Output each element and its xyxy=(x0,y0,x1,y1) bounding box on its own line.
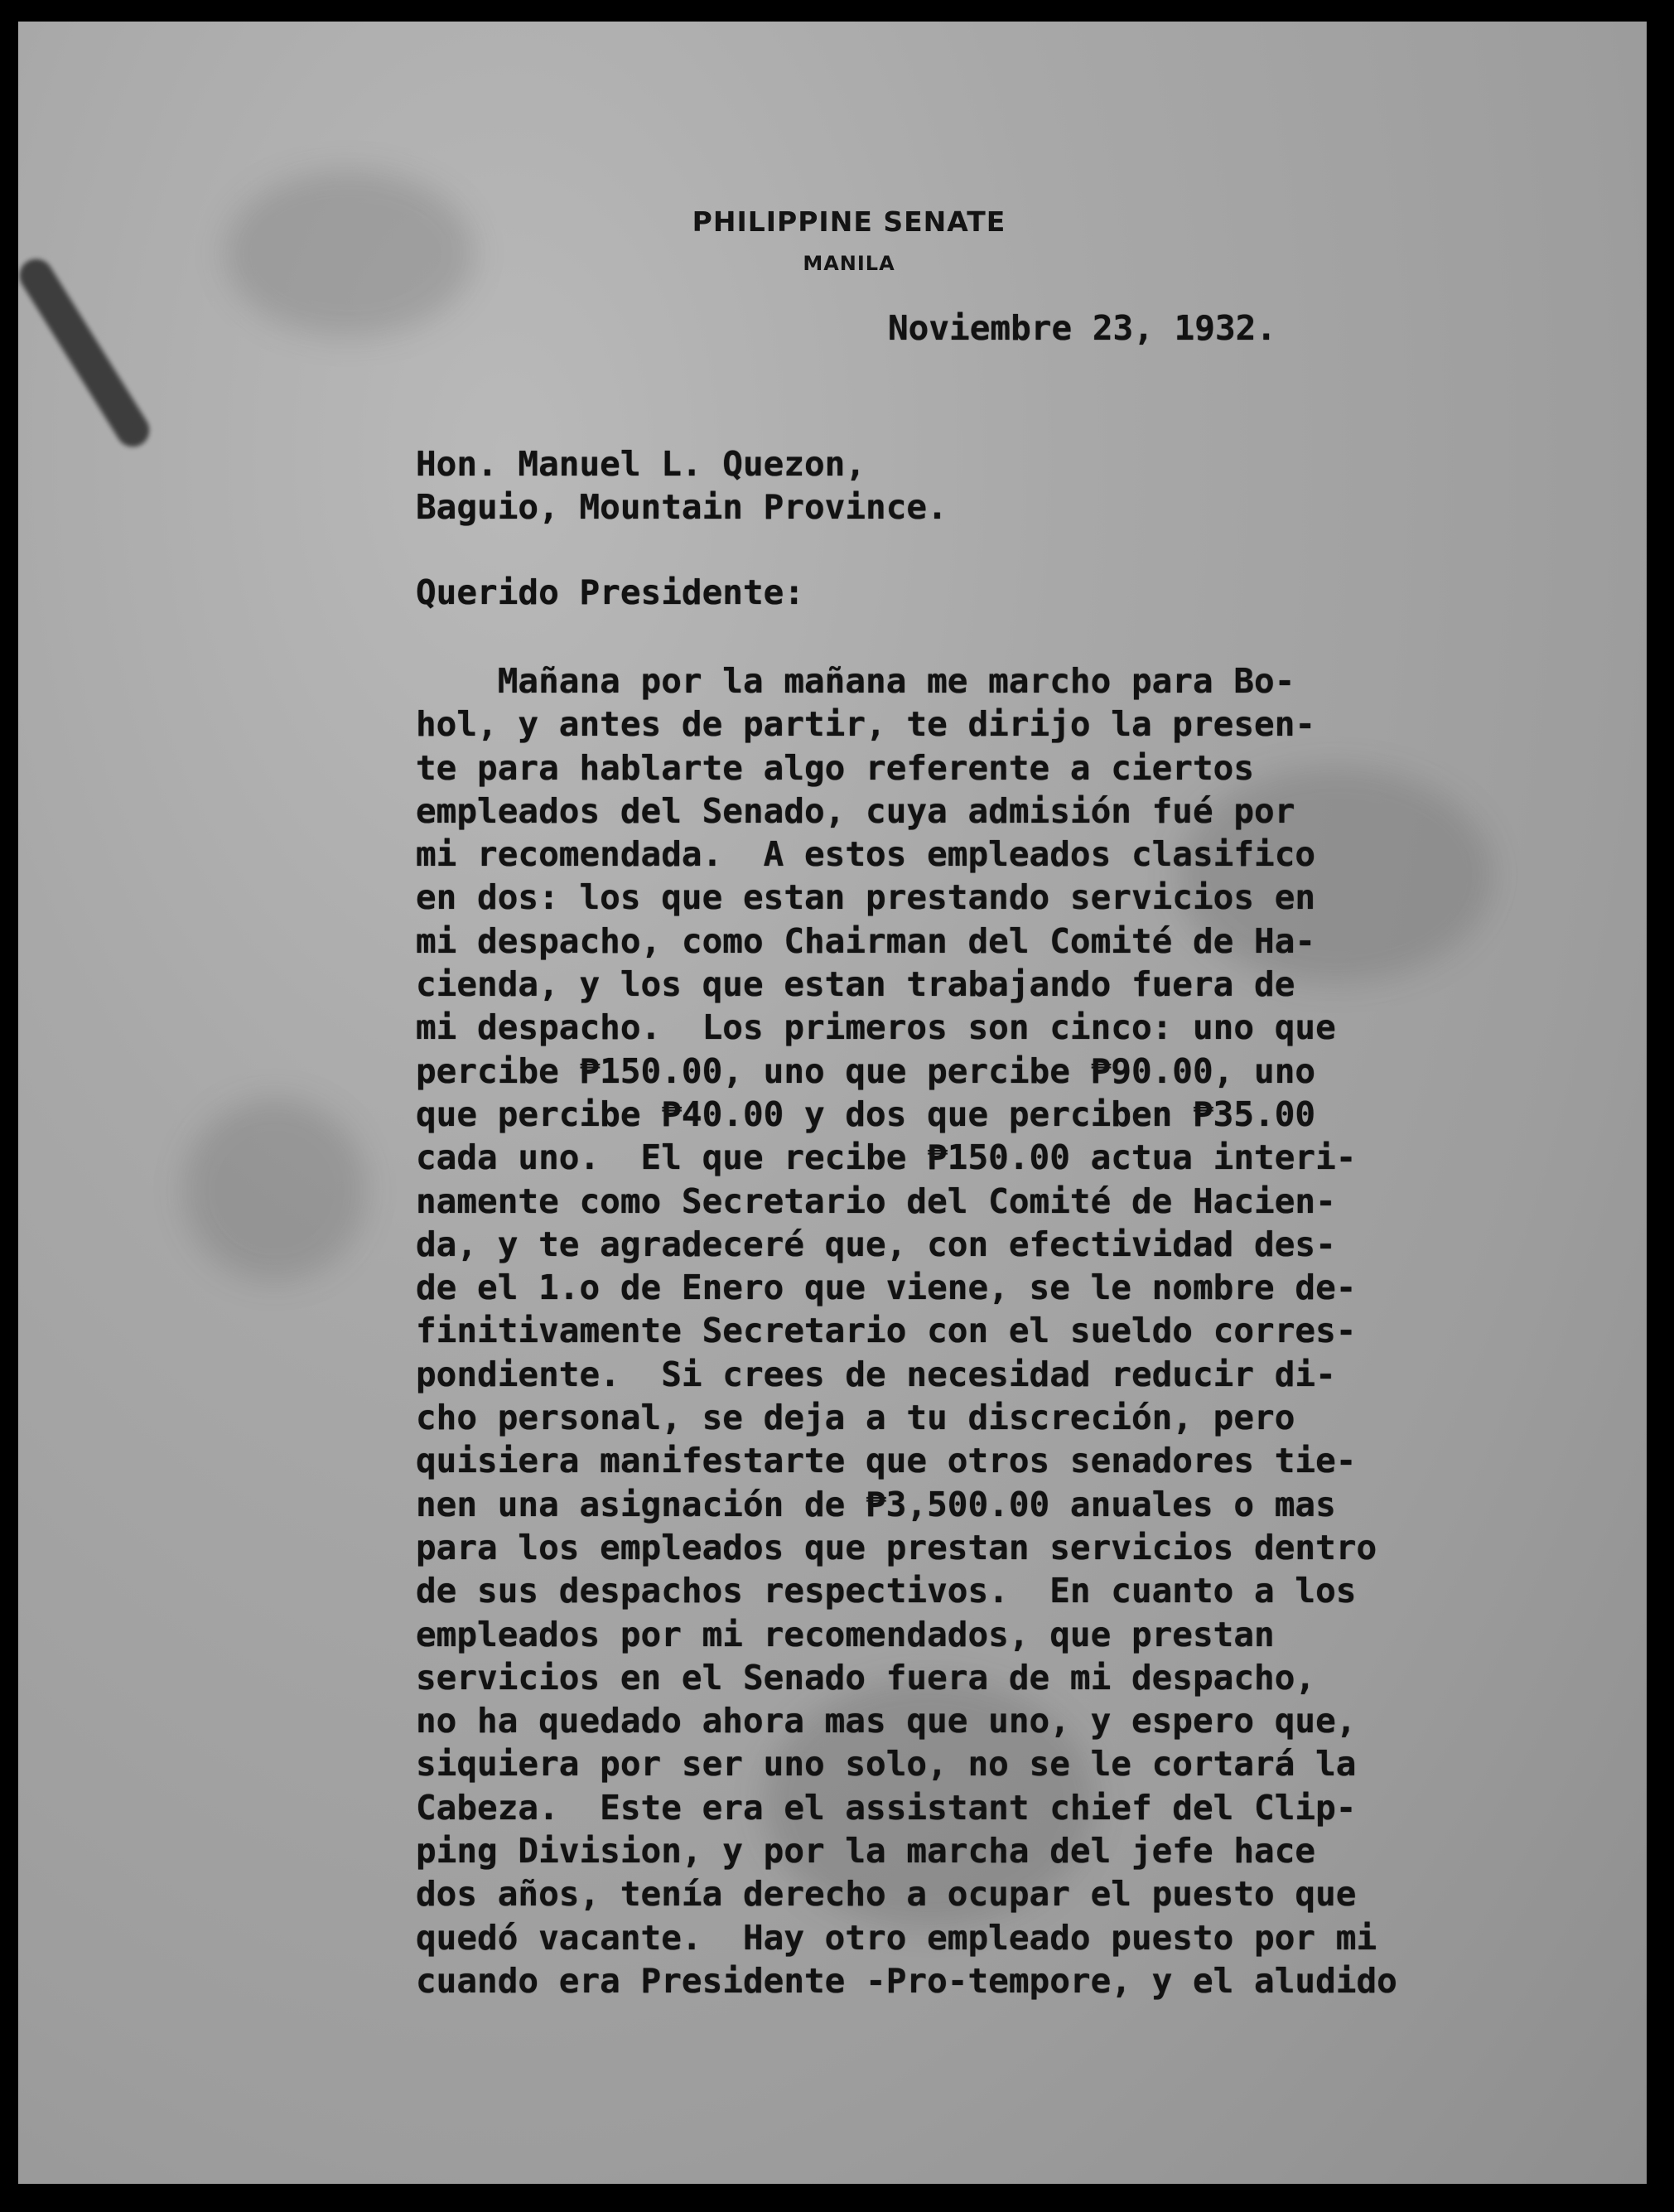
body-line: cienda, y los que estan trabajando fuera de xyxy=(416,964,1295,1005)
body-line: Cabeza. Este era el assistant chief del Clip- xyxy=(416,1787,1357,1828)
paperclip-mark xyxy=(18,253,156,453)
letterhead-city: MANILA xyxy=(803,252,895,275)
body-line: da, y te agradeceré que, con efectividad des- xyxy=(416,1224,1336,1264)
body-line: no ha quedado ahora mas que uno, y espero que, xyxy=(416,1701,1357,1741)
body-line: nen una asignación de ₱3,500.00 anuales o mas xyxy=(416,1484,1336,1524)
body-line: en dos: los que estan prestando servicios en xyxy=(416,877,1316,918)
body-line: mi despacho, como Chairman del Comité de Ha- xyxy=(416,920,1316,961)
letter-date: Noviembre 23, 1932. xyxy=(888,308,1276,348)
letter-body xyxy=(416,659,1642,2002)
body-line: empleados por mi recomendados, que prestan xyxy=(416,1614,1275,1654)
body-line: cho personal, se deja a tu discreción, pero xyxy=(416,1398,1295,1438)
salutation: Querido Presidente: xyxy=(416,572,804,612)
body-line: cuando era Presidente -Pro-tempore, y el aludido xyxy=(416,1960,1397,2001)
body-line: servicios en el Senado fuera de mi despacho, xyxy=(416,1657,1316,1698)
body-line: de el 1.o de Enero que viene, se le nombre de- xyxy=(416,1268,1357,1308)
recipient-name: Hon. Manuel L. Quezon, xyxy=(416,444,866,484)
paper-smudge xyxy=(184,1099,366,1281)
body-line: finitivamente Secretario con el sueldo corres- xyxy=(416,1311,1357,1351)
body-line: de sus despachos respectivos. En cuanto a los xyxy=(416,1571,1357,1611)
body-line: quedó vacante. Hay otro empleado puesto por mi xyxy=(416,1917,1377,1958)
body-line: ping Division, y por la marcha del jefe hace xyxy=(416,1831,1316,1872)
letter-page xyxy=(18,22,1647,2184)
body-line: dos años, tenía derecho a ocupar el puesto que xyxy=(416,1874,1357,1915)
body-line: hol, y antes de partir, te dirijo la presen- xyxy=(416,704,1316,745)
body-line: mi recomendada. A estos empleados clasifico xyxy=(416,834,1316,875)
body-line: empleados del Senado, cuya admisión fué por xyxy=(416,790,1295,831)
body-line: Mañana por la mañana me marcho para Bo- xyxy=(416,661,1295,701)
body-line: quisiera manifestarte que otros senadores tie- xyxy=(416,1441,1357,1481)
body-line: que percibe ₱40.00 y dos que perciben ₱35.00 xyxy=(416,1094,1316,1134)
body-line: percibe ₱150.00, uno que percibe ₱90.00, uno xyxy=(416,1050,1316,1091)
body-line: para los empleados que prestan servicios dentro xyxy=(416,1527,1377,1567)
body-line: pondiente. Si crees de necesidad reducir di- xyxy=(416,1354,1336,1394)
recipient-location: Baguio, Mountain Province. xyxy=(416,487,948,527)
body-line: te para hablarte algo referente a ciertos xyxy=(416,747,1255,788)
body-line: cada uno. El que recibe ₱150.00 actua interi- xyxy=(416,1137,1357,1178)
body-line: namente como Secretario del Comité de Hacien- xyxy=(416,1181,1336,1221)
letterhead-organization: PHILIPPINE SENATE xyxy=(692,205,1006,238)
body-line: mi despacho. Los primeros son cinco: uno que xyxy=(416,1007,1336,1048)
body-line: siquiera por ser uno solo, no se le cortará la xyxy=(416,1744,1357,1785)
